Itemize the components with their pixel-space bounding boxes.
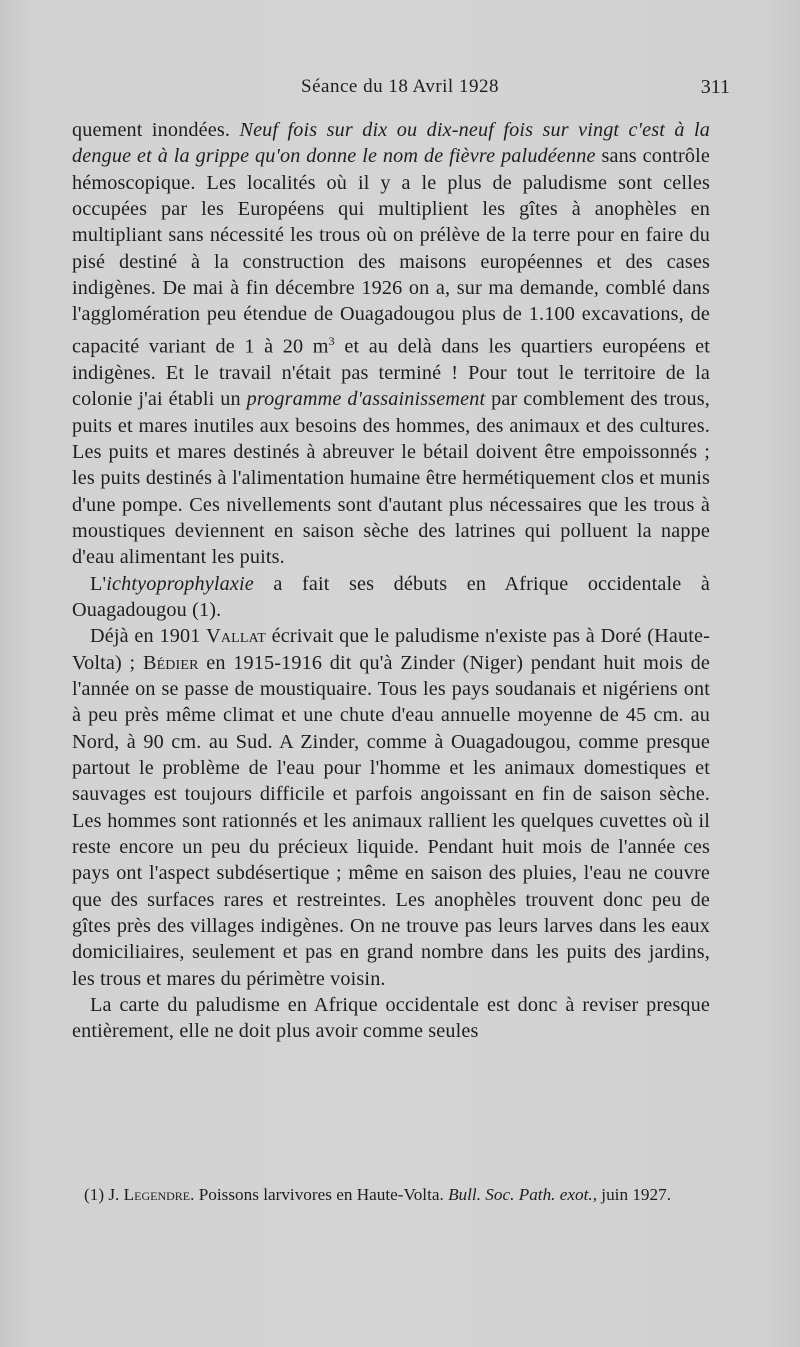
text-run: et au delà dans les quartiers européens et indigènes. Et le travail n'était pas terminé ! Pour tout le territoire de la colonie j'ai établi un [72,335,711,411]
paragraph-vallat [72,623,710,992]
italic-run: Neuf fois sur dix ou dix-neuf fois sur vingt c'est à la dengue et à la grippe qu'on donne le nom de fièvre paludéenne [72,119,710,168]
text-run: par comblement des trous, puits et mares inutiles aux besoins des hommes, des animaux et des cultures. Les puits et mares destinés à abreuver le bétail doivent être empoissonnés ; les puits destinés à l'alimentation humaine être hermétiquement clos et munis d'une pompe. Ces nivellements sont d'autant plus nécessaires que les trous à moustiques deviennent en saison sèche des latrines qui polluent la nappe d'eau alimentant les puits. [72,388,710,569]
author-name: Legendre [123,1185,191,1204]
page-header [70,72,730,102]
paragraph-continuation [72,117,710,571]
text-run: sans contrôle hémoscopique. Les localités où il y a le plus de paludisme sont celles occupées par les Européens qui multiplient les gîtes à anophèles en multipliant sans nécessité les trous où on prélève de la terre pour en faire du pisé destiné à la construction des maisons européennes et des cases indigènes. De mai à fin décembre 1926 on a, sur ma demande, comblé dans l'agglomération peu étendue de Ouagadougou plus de 1.100 excavations, de capacité variant de 1 à 20 m [72,145,710,358]
text-run: , juin 1927. [592,1185,672,1204]
text-run: L' [90,572,107,595]
body-text [72,117,710,1045]
superscript: 3 [328,333,335,348]
text-run: La carte du paludisme en Afrique occidentale est donc à reviser presque entièrement, elle ne doit plus avoir comme seules [72,994,710,1043]
author-name: Bédier [142,651,199,674]
text-run: . Poissons larvivores en Haute-Volta. [190,1185,449,1204]
paragraph-carte [72,992,710,1045]
running-title: Séance du 18 Avril 1928 [301,76,499,97]
italic-run: programme d'assainissement [246,388,486,411]
page-number: 311 [700,76,730,98]
text-run: quement inondées. [72,119,240,141]
footnote [72,1183,710,1206]
journal-title: Bull. Soc. Path. exot. [448,1185,593,1204]
footnote-1 [72,1183,710,1206]
italic-run: ichtyoprophylaxie [106,572,254,595]
text-run: a fait ses débuts en Afrique occidentale à Ouagadougou (1). [72,572,710,621]
paragraph-ichtyoprophylaxie [72,571,710,624]
text-run: écrivait que le paludisme n'existe pas à Doré (Haute-Volta) ; [72,625,710,674]
author-name: Vallat [206,625,266,648]
text-run: en 1915-1916 dit qu'à Zinder (Niger) pendant huit mois de l'année on se passe de moustiquaire. Tous les pays soudanais et nigériens ont à peu près même climat et une chute d'eau annuelle moyenne de 45 cm. au Nord, à 90 cm. au Sud. A Zinder, comme à Ouagadougou, comme presque partout le problème de l'eau pour l'homme et les animaux domestiques et sauvages est toujours difficile et parfois angoissant en fin de saison sèche. Les hommes sont rationnés et les animaux rallient les quelques cuvettes où il reste encore un peu du précieux liquide. Pendant huit mois de l'année ces pays ont l'aspect subdésertique ; même en saison des pluies, l'eau ne couvre que des surfaces rares et restreintes. Les anophèles trouvent donc peu de gîtes près des villages indigènes. On ne trouve pas leurs larves dans les eaux domiciliaires, seulement et pas en grand nombre dans les puits des jardins, les trous et mares du périmètre voisin. [72,651,710,990]
text-run: Déjà en 1901 [90,625,207,648]
text-run: (1) J. [84,1185,124,1204]
